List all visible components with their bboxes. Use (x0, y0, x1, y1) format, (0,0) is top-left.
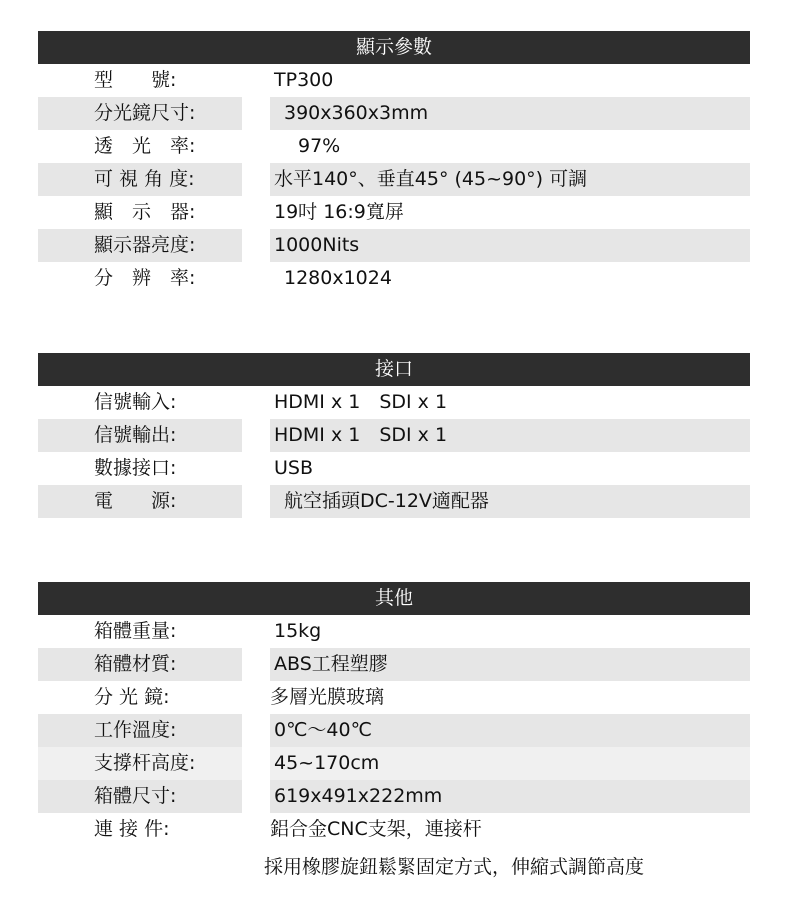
spec-row-resolution (38, 262, 750, 295)
spec-value: 15kg (274, 620, 322, 642)
spec-row-material (38, 648, 750, 681)
spec-value: 1000Nits (270, 229, 750, 262)
spec-value: 19吋 16:9寬屏 (274, 201, 404, 223)
connector-description: 採用橡膠旋鈕鬆緊固定方式，伸縮式調節高度 (264, 856, 645, 878)
spec-value: USB (274, 457, 314, 479)
spec-row-signal-output (38, 419, 750, 452)
display-params-section (38, 31, 750, 295)
spec-value: 45~170cm (270, 747, 750, 780)
spec-value: ABS工程塑膠 (270, 648, 750, 681)
spec-row-beam-splitter (38, 681, 750, 714)
spec-value: HDMI x 1 SDI x 1 (270, 419, 750, 452)
spec-value: 多層光膜玻璃 (270, 686, 385, 708)
section-title: 接口 (38, 353, 750, 386)
spec-row-beam-splitter-size (38, 97, 750, 130)
spec-label: 數據接口: (94, 457, 177, 479)
others-section (38, 582, 750, 846)
spec-value: HDMI x 1 SDI x 1 (274, 391, 448, 413)
spec-row-case-size (38, 780, 750, 813)
spec-row-data-interface (38, 452, 750, 485)
spec-label: 支撐杆高度: (38, 747, 242, 780)
spec-label: 電 源: (38, 485, 242, 518)
spec-label: 可 視 角 度: (38, 163, 242, 196)
spec-value: 390x360x3mm (270, 97, 750, 130)
spec-label: 箱體材質: (38, 648, 242, 681)
spec-row-brightness (38, 229, 750, 262)
spec-label: 箱體尺寸: (38, 780, 242, 813)
spec-row-weight (38, 615, 750, 648)
spec-label: 分 辨 率: (94, 267, 196, 289)
spec-label: 信號輸出: (38, 419, 242, 452)
spec-value: 鋁合金CNC支架，連接杆 (270, 818, 482, 840)
spec-value: 0℃～40℃ (270, 714, 750, 747)
spec-value: 水平140°、垂直45° (45~90°) 可調 (270, 163, 750, 196)
spec-value: TP300 (274, 69, 334, 91)
spec-label: 分光鏡尺寸: (38, 97, 242, 130)
spec-value: 97% (298, 135, 341, 157)
spec-row-signal-input (38, 386, 750, 419)
spec-label: 分 光 鏡: (94, 686, 170, 708)
spec-row-connector (38, 813, 750, 846)
spec-label: 信號輸入: (94, 391, 177, 413)
spec-value: 航空插頭DC-12V適配器 (270, 485, 750, 518)
spec-row-transmittance (38, 130, 750, 163)
spec-label: 工作溫度: (38, 714, 242, 747)
section-title: 顯示參數 (38, 31, 750, 64)
spec-label: 箱體重量: (94, 620, 177, 642)
spec-label: 顯 示 器: (94, 201, 196, 223)
spec-label: 透 光 率: (94, 135, 196, 157)
spec-value: 1280x1024 (284, 267, 392, 289)
spec-row-pole-height (38, 747, 750, 780)
spec-row-power (38, 485, 750, 518)
spec-row-display (38, 196, 750, 229)
section-title: 其他 (38, 582, 750, 615)
spec-row-operating-temp (38, 714, 750, 747)
spec-label: 連 接 件: (94, 818, 170, 840)
spec-label: 顯示器亮度: (38, 229, 242, 262)
interfaces-section (38, 353, 750, 518)
spec-label: 型 號: (94, 69, 177, 91)
spec-row-model (38, 64, 750, 97)
spec-value: 619x491x222mm (270, 780, 750, 813)
spec-row-viewing-angle (38, 163, 750, 196)
